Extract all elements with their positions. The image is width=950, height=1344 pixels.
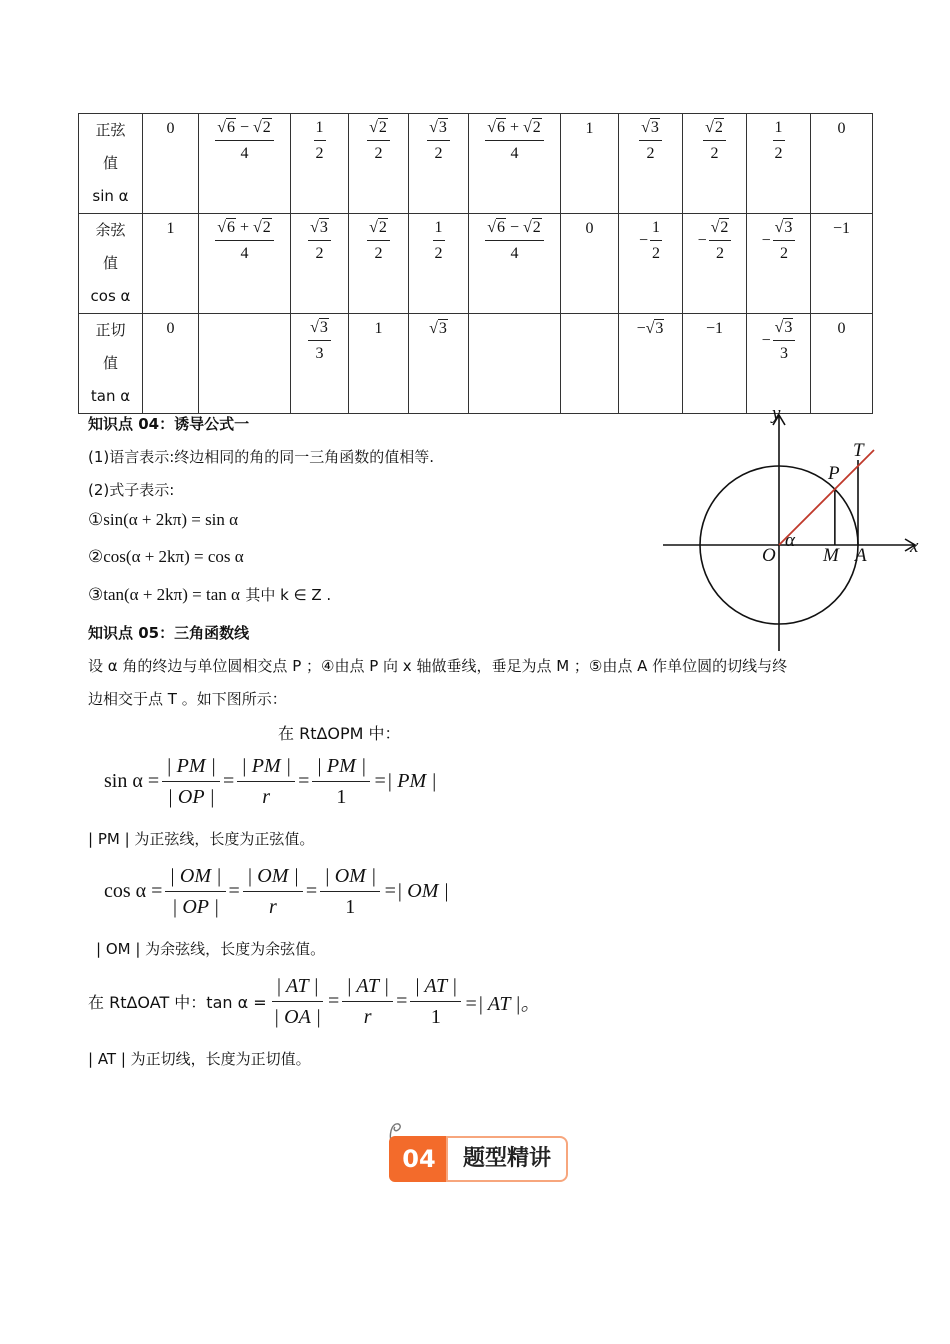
fraction — [367, 218, 390, 264]
table-cell — [143, 114, 199, 214]
fraction-denominator: 2 — [374, 245, 383, 262]
cell-value: 0 — [837, 320, 846, 337]
fraction-numerator: | OM | — [320, 864, 380, 892]
trig-value-table — [78, 113, 873, 414]
fraction-denominator: 2 — [374, 145, 383, 162]
table-cell — [199, 314, 291, 414]
fraction-denominator: 2 — [774, 145, 783, 162]
row-label-line: 正弦 — [95, 121, 126, 139]
table-cell — [619, 214, 683, 314]
fraction-denominator: 2 — [710, 145, 719, 162]
table-cell — [291, 314, 349, 414]
sin-rhs: =| PM | — [373, 770, 437, 792]
kp04-title: 知识点 04：诱导公式一 — [88, 415, 250, 433]
row-label-line: 正切 — [95, 321, 126, 339]
table-cell — [199, 114, 291, 214]
cos-lhs: cos α = — [104, 880, 163, 902]
cos-line-formula: cos α = $\frac{| OM |}{| OP |}$ = $\frac{| OM |}{r}$ = $\frac{| OM |}{1}$ =| OM | — [104, 865, 449, 918]
fraction-numerator: √6 − √2 — [215, 118, 274, 141]
kp05-paragraph-2: 边相交于点 T 。如下图所示： — [88, 690, 287, 708]
formula-tan-expr: ③tan(α + 2kπ) = tan α — [88, 585, 240, 604]
table-cell — [683, 114, 747, 214]
label-x: x — [910, 536, 919, 557]
fraction-denominator: 1 — [430, 1006, 441, 1028]
fraction — [215, 218, 274, 264]
fraction-denominator: 2 — [780, 245, 789, 262]
table-cell — [469, 214, 561, 314]
fraction-denominator: 2 — [434, 245, 443, 262]
label-m: M — [823, 545, 839, 566]
fraction-denominator: 3 — [780, 345, 789, 362]
fraction-denominator: | OA | — [273, 1006, 321, 1028]
cell-value: √3 — [429, 320, 447, 337]
tan-lhs: 在 RtΔOAT 中：tan α = — [88, 993, 267, 1012]
fraction-denominator: 4 — [240, 145, 249, 162]
fraction-numerator: 1 — [314, 118, 326, 141]
table-cell — [199, 214, 291, 314]
fraction-numerator: | OM | — [243, 864, 303, 892]
label-p: P — [828, 463, 840, 484]
cell-value: −1 — [832, 220, 851, 237]
fraction-denominator: r — [363, 1006, 372, 1028]
minus-sign: − — [697, 232, 707, 249]
fraction — [773, 318, 796, 364]
formula-sin-period: ①sin(α + 2kπ) = sin α — [88, 510, 239, 529]
section-number: 04 — [389, 1136, 449, 1182]
row-label — [79, 114, 143, 214]
cell-value: 0 — [585, 220, 594, 237]
row-label-line: 值 — [102, 254, 118, 272]
fraction-denominator: 1 — [336, 786, 347, 808]
fraction-denominator: 4 — [240, 245, 249, 262]
table-cell — [143, 214, 199, 314]
fraction-denominator: r — [262, 786, 271, 808]
table-row — [79, 314, 873, 414]
cell-value: 0 — [166, 320, 175, 337]
fraction-numerator: √2 — [367, 118, 390, 141]
table-cell — [409, 214, 469, 314]
rt-opm-intro: 在 RtΔOPM 中： — [278, 724, 401, 743]
row-label-line: tan α — [90, 387, 131, 405]
fraction-numerator: | AT | — [410, 974, 461, 1002]
section-badge — [386, 1120, 568, 1182]
cos-rhs: =| OM | — [383, 880, 449, 902]
fraction-numerator: √3 — [308, 218, 331, 241]
table-cell — [561, 214, 619, 314]
table-cell — [811, 314, 873, 414]
kp05-title: 知识点 05：三角函数线 — [88, 624, 250, 642]
table-cell — [561, 114, 619, 214]
fraction — [773, 118, 785, 164]
row-label-line: 值 — [102, 354, 118, 372]
table-cell — [409, 314, 469, 414]
fraction-numerator: √2 — [709, 218, 732, 241]
fraction-numerator: | OM | — [165, 864, 225, 892]
row-label-line: cos α — [90, 287, 131, 305]
table-cell — [619, 314, 683, 414]
row-label-line: 余弦 — [95, 221, 126, 239]
fraction-numerator: | PM | — [312, 754, 370, 782]
fraction-numerator: √2 — [703, 118, 726, 141]
minus-sign: − — [761, 232, 771, 249]
table-cell — [747, 114, 811, 214]
kp05-paragraph-1: 设 α 角的终边与单位圆相交点 P ；④由点 P 向 x 轴做垂线，垂足为点 M ；⑤由点 A 作单位圆的切线与终 — [88, 657, 788, 675]
fraction — [314, 118, 326, 164]
minus-sign: − — [761, 332, 771, 349]
table-cell — [143, 314, 199, 414]
fraction-denominator: 4 — [510, 245, 519, 262]
table-cell — [349, 114, 409, 214]
label-alpha: α — [785, 530, 795, 551]
cell-value: −√3 — [636, 320, 664, 337]
fraction-denominator: 2 — [652, 245, 661, 262]
fraction-numerator: √3 — [773, 318, 796, 341]
fraction-numerator: √6 + √2 — [215, 218, 274, 241]
table-cell — [561, 314, 619, 414]
fraction-denominator: 3 — [315, 345, 324, 362]
sin-lhs: sin α = — [104, 770, 160, 792]
tan-line-note: | AT | 为正切线，长度为正切值。 — [88, 1050, 311, 1068]
table-cell — [469, 114, 561, 214]
row-label-line: 值 — [102, 154, 118, 172]
fraction-numerator: 1 — [773, 118, 785, 141]
row-label — [79, 214, 143, 314]
sin-line-formula: sin α = $\frac{| PM |}{| OP |}$ = $\frac{| PM |}{r}$ = $\frac{| PM |}{1}$ =| PM | — [104, 755, 437, 808]
label-o: O — [762, 545, 776, 566]
cell-value: 0 — [837, 120, 846, 137]
fraction-numerator: | PM | — [237, 754, 295, 782]
fraction-denominator: 1 — [345, 896, 356, 918]
row-label-line: sin α — [92, 187, 129, 205]
fraction-denominator: 4 — [510, 145, 519, 162]
fraction — [650, 218, 662, 264]
fraction — [433, 218, 445, 264]
fraction-denominator: 2 — [315, 145, 324, 162]
fraction — [485, 118, 544, 164]
table-cell — [683, 214, 747, 314]
kp04-line2: (2)式子表示: — [88, 481, 175, 499]
formula-tan-period — [88, 584, 331, 605]
tan-line-formula: 在 RtΔOAT 中：tan α = $\frac{| AT |}{| OA |}$ = $\frac{| AT |}{r}$ = $\frac{| AT |}{1}$ =| AT |。 — [88, 975, 541, 1028]
section-title: 题型精讲 — [446, 1136, 568, 1182]
formula-k-condition: 其中 k ∈ Z . — [245, 586, 332, 604]
table-cell — [747, 314, 811, 414]
fraction-numerator: √3 — [308, 318, 331, 341]
fraction-numerator: 1 — [650, 218, 662, 241]
unit-circle-diagram — [655, 403, 925, 653]
fraction — [773, 218, 796, 264]
table-cell — [747, 214, 811, 314]
table-cell — [291, 214, 349, 314]
table-row — [79, 214, 873, 314]
fraction — [485, 218, 544, 264]
fraction — [703, 118, 726, 164]
fraction-numerator: √3 — [427, 118, 450, 141]
cell-value: 1 — [374, 320, 383, 337]
kp04-line1: (1)语言表示:终边相同的角的同一三角函数的值相等. — [88, 448, 435, 466]
fraction-numerator: | PM | — [162, 754, 220, 782]
table-cell — [619, 114, 683, 214]
table-cell — [683, 314, 747, 414]
cos-line-note: | OM | 为余弦线，长度为余弦值。 — [96, 940, 326, 958]
table-cell — [409, 114, 469, 214]
row-label — [79, 314, 143, 414]
fraction — [215, 118, 274, 164]
minus-sign: − — [638, 232, 649, 249]
formula-cos-period: ②cos(α + 2kπ) = cos α — [88, 547, 244, 566]
fraction-numerator: √2 — [367, 218, 390, 241]
fraction-numerator: √6 + √2 — [485, 118, 544, 141]
table-cell — [811, 114, 873, 214]
cell-value: 0 — [166, 120, 175, 137]
cell-value: 1 — [166, 220, 175, 237]
fraction-numerator: √6 − √2 — [485, 218, 544, 241]
fraction-denominator: | OP | — [171, 896, 220, 918]
fraction-numerator: | AT | — [272, 974, 323, 1002]
fraction — [427, 118, 450, 164]
fraction-numerator: √3 — [773, 218, 796, 241]
fraction — [367, 118, 390, 164]
fraction-denominator: | OP | — [167, 786, 215, 808]
fraction-denominator: 2 — [646, 145, 655, 162]
fraction-denominator: 2 — [716, 245, 725, 262]
fraction — [709, 218, 732, 264]
fraction-numerator: √3 — [639, 118, 662, 141]
cell-value: −1 — [705, 320, 724, 337]
table-cell — [291, 114, 349, 214]
label-a: A — [855, 545, 867, 566]
fraction-denominator: 2 — [434, 145, 443, 162]
table-row — [79, 114, 873, 214]
label-y: y — [772, 403, 781, 424]
table-cell — [811, 214, 873, 314]
fraction — [308, 218, 331, 264]
table-cell — [349, 314, 409, 414]
tan-rhs: =| AT |。 — [464, 993, 541, 1015]
fraction — [308, 318, 331, 364]
label-t: T — [853, 440, 864, 461]
fraction-numerator: | AT | — [342, 974, 393, 1002]
fraction-denominator: r — [268, 896, 277, 918]
cell-value: 1 — [585, 120, 594, 137]
table-cell — [469, 314, 561, 414]
fraction-numerator: 1 — [433, 218, 445, 241]
table-cell — [349, 214, 409, 314]
sin-line-note: | PM | 为正弦线，长度为正弦值。 — [88, 830, 315, 848]
fraction — [639, 118, 662, 164]
fraction-denominator: 2 — [315, 245, 324, 262]
